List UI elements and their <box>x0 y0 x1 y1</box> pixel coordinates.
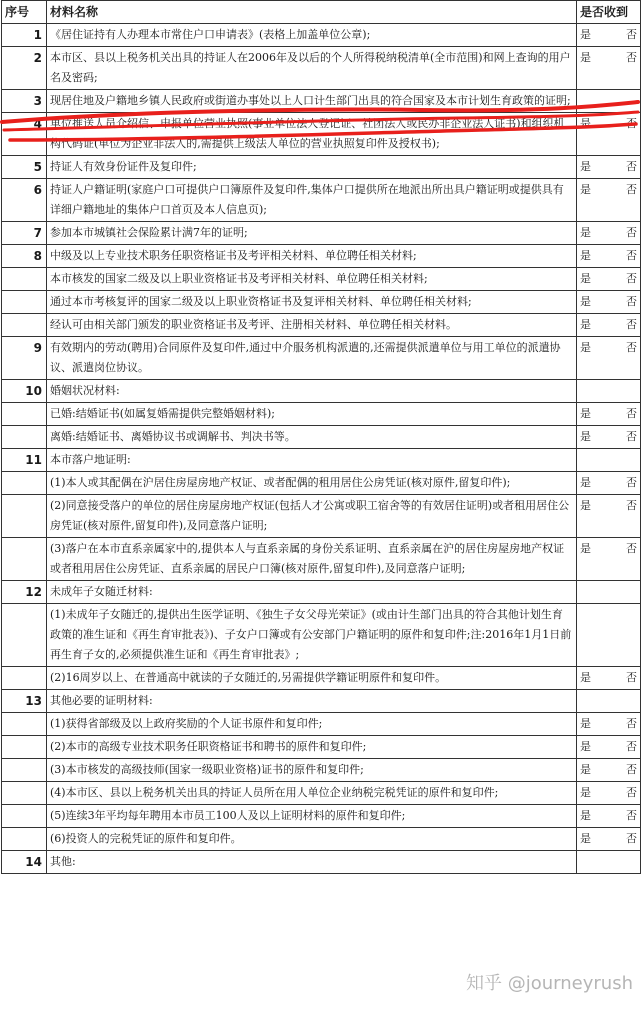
no-option[interactable]: 否 <box>626 51 637 64</box>
row-text: (5)连续3年平均每年聘用本市员工100人及以上证明材料的原件和复印件; <box>47 805 577 828</box>
yes-option[interactable]: 是 <box>580 272 591 285</box>
yes-option[interactable]: 是 <box>580 407 591 420</box>
row-check <box>577 805 641 828</box>
row-check <box>577 24 641 47</box>
yes-option[interactable]: 是 <box>580 28 591 41</box>
table-row <box>2 90 641 113</box>
yes-option[interactable]: 是 <box>580 832 591 845</box>
row-number <box>2 782 47 805</box>
yes-option[interactable]: 是 <box>580 341 591 354</box>
yes-option[interactable]: 是 <box>580 295 591 308</box>
row-check <box>577 222 641 245</box>
row-text: 单位推送人员介绍信、申报单位营业执照(事业单位法人登记证、社团法人或民办非企业法人证书)和组织机构代码证(单位为企业非法人的,需提供上级法人单位的营业执照复印件及授权书); <box>47 113 577 156</box>
row-text: 其他: <box>47 851 577 874</box>
no-option[interactable]: 否 <box>626 786 637 799</box>
row-check <box>577 179 641 222</box>
table-row <box>2 604 641 667</box>
row-check <box>577 851 641 874</box>
row-text: (1)获得省部级及以上政府奖励的个人证书原件和复印件; <box>47 713 577 736</box>
row-text: 中级及以上专业技术职务任职资格证书及考评相关材料、单位聘任相关材料; <box>47 245 577 268</box>
row-text: (2)16周岁以上、在普通高中就读的子女随迁的,另需提供学籍证明原件和复印件。 <box>47 667 577 690</box>
yes-option[interactable]: 是 <box>580 717 591 730</box>
row-text: 未成年子女随迁材料: <box>47 581 577 604</box>
table-header-row <box>2 1 641 24</box>
row-check <box>577 472 641 495</box>
row-text: 本市区、县以上税务机关出具的持证人在2006年及以后的个人所得税纳税清单(全市范围)和网上查询的用户名及密码; <box>47 47 577 90</box>
table-row <box>2 782 641 805</box>
yes-option[interactable]: 是 <box>580 476 591 489</box>
table-row <box>2 222 641 245</box>
no-option[interactable]: 否 <box>626 318 637 331</box>
row-check <box>577 667 641 690</box>
row-number: 5 <box>2 156 47 179</box>
no-option[interactable]: 否 <box>626 476 637 489</box>
table-row <box>2 472 641 495</box>
row-text: 离婚:结婚证书、离婚协议书或调解书、判决书等。 <box>47 426 577 449</box>
table-row <box>2 851 641 874</box>
row-check <box>577 538 641 581</box>
row-number <box>2 314 47 337</box>
row-number <box>2 268 47 291</box>
row-number: 1 <box>2 24 47 47</box>
row-number <box>2 426 47 449</box>
table-row <box>2 426 641 449</box>
row-check <box>577 495 641 538</box>
row-text: 持证人户籍证明(家庭户口可提供户口簿原件及复印件,集体户口提供所在地派出所出具户籍证明或提供具有详细户籍地址的集体户口首页及本人信息页); <box>47 179 577 222</box>
row-number: 7 <box>2 222 47 245</box>
row-check <box>577 291 641 314</box>
row-text: (1)未成年子女随迁的,提供出生医学证明、《独生子女父母光荣证》(或由计生部门出具的符合其他计划生育政策的准生证和《再生育审批表》)、子女户口簿或有公安部门户籍证明的原件和复印件;注:2016年1月1日前再生育子女的,必须提供准生证和《再生育审批表》; <box>47 604 577 667</box>
row-check <box>577 156 641 179</box>
row-text: (3)本市核发的高级技师(国家一级职业资格)证书的原件和复印件; <box>47 759 577 782</box>
no-option[interactable]: 否 <box>626 809 637 822</box>
yes-option[interactable]: 是 <box>580 740 591 753</box>
row-check <box>577 245 641 268</box>
table-row <box>2 667 641 690</box>
row-check <box>577 113 641 156</box>
table-row <box>2 291 641 314</box>
table-row <box>2 24 641 47</box>
row-number <box>2 403 47 426</box>
no-option[interactable]: 否 <box>626 272 637 285</box>
materials-table <box>1 0 641 874</box>
yes-option[interactable]: 是 <box>580 183 591 196</box>
table-row <box>2 805 641 828</box>
row-check <box>577 337 641 380</box>
yes-option[interactable]: 是 <box>580 160 591 173</box>
no-option[interactable]: 否 <box>626 160 637 173</box>
yes-option[interactable]: 是 <box>580 542 591 555</box>
table-row <box>2 245 641 268</box>
watermark: 知乎 @journeyrush <box>466 973 633 994</box>
row-text: (1)本人或其配偶在沪居住房屋房地产权证、或者配偶的租用居住公房凭证(核对原件,留复印件); <box>47 472 577 495</box>
row-number: 3 <box>2 90 47 113</box>
table-row <box>2 403 641 426</box>
yes-option[interactable]: 是 <box>580 51 591 64</box>
table-row <box>2 581 641 604</box>
table-row <box>2 179 641 222</box>
row-number: 9 <box>2 337 47 380</box>
row-check <box>577 690 641 713</box>
row-check <box>577 713 641 736</box>
row-text: (2)本市的高级专业技术职务任职资格证书和聘书的原件和复印件; <box>47 736 577 759</box>
row-text: 婚姻状况材料: <box>47 380 577 403</box>
row-check <box>577 90 641 113</box>
row-text: (2)同意接受落户的单位的居住房屋房地产权证(包括人才公寓或职工宿舍等的有效居住证明)或者租用居住公房凭证(核对原件,留复印件),及同意落户证明; <box>47 495 577 538</box>
table-row <box>2 113 641 156</box>
row-check <box>577 782 641 805</box>
table-row <box>2 495 641 538</box>
row-text: 参加本市城镇社会保险累计满7年的证明; <box>47 222 577 245</box>
row-number <box>2 538 47 581</box>
row-text: 通过本市考核复评的国家二级及以上职业资格证书及复评相关材料、单位聘任相关材料; <box>47 291 577 314</box>
row-number <box>2 472 47 495</box>
row-text: (6)投资人的完税凭证的原件和复印件。 <box>47 828 577 851</box>
row-text: 有效期内的劳动(聘用)合同原件及复印件,通过中介服务机构派遣的,还需提供派遣单位与用工单位的派遣协议、派遣岗位协议。 <box>47 337 577 380</box>
yes-option[interactable]: 是 <box>580 117 591 130</box>
row-number <box>2 736 47 759</box>
no-option[interactable]: 否 <box>626 717 637 730</box>
yes-option[interactable]: 是 <box>580 809 591 822</box>
row-number: 6 <box>2 179 47 222</box>
row-number <box>2 805 47 828</box>
row-number <box>2 713 47 736</box>
no-option[interactable]: 否 <box>626 407 637 420</box>
table-row <box>2 449 641 472</box>
no-option[interactable]: 否 <box>626 430 637 443</box>
row-check <box>577 47 641 90</box>
row-check <box>577 380 641 403</box>
table-row <box>2 337 641 380</box>
row-number: 10 <box>2 380 47 403</box>
no-option[interactable]: 否 <box>626 117 637 130</box>
row-check <box>577 314 641 337</box>
table-row <box>2 314 641 337</box>
row-number <box>2 604 47 667</box>
table-row <box>2 268 641 291</box>
row-text: 本市核发的国家二级及以上职业资格证书及考评相关材料、单位聘任相关材料; <box>47 268 577 291</box>
header-check: 是否收到 <box>577 1 641 24</box>
no-option[interactable]: 否 <box>626 542 637 555</box>
yes-option[interactable]: 是 <box>580 226 591 239</box>
yes-option[interactable]: 是 <box>580 786 591 799</box>
no-option[interactable]: 否 <box>626 763 637 776</box>
table-row <box>2 156 641 179</box>
row-text: 已婚:结婚证书(如属复婚需提供完整婚姻材料); <box>47 403 577 426</box>
row-number <box>2 667 47 690</box>
table-row <box>2 828 641 851</box>
row-text: 经认可由相关部门颁发的职业资格证书及考评、注册相关材料、单位聘任相关材料。 <box>47 314 577 337</box>
row-text: 《居住证持有人办理本市常住户口申请表》(表格上加盖单位公章); <box>47 24 577 47</box>
row-check <box>577 759 641 782</box>
row-text: 现居住地及户籍地乡镇人民政府或街道办事处以上人口计生部门出具的符合国家及本市计划生育政策的证明; <box>47 90 577 113</box>
row-number: 4 <box>2 113 47 156</box>
row-number: 2 <box>2 47 47 90</box>
row-number <box>2 495 47 538</box>
no-option[interactable]: 否 <box>626 671 637 684</box>
row-number: 8 <box>2 245 47 268</box>
row-number: 12 <box>2 581 47 604</box>
yes-option[interactable]: 是 <box>580 763 591 776</box>
yes-option[interactable]: 是 <box>580 671 591 684</box>
yes-option[interactable]: 是 <box>580 249 591 262</box>
no-option[interactable]: 否 <box>626 740 637 753</box>
table-row <box>2 538 641 581</box>
yes-option[interactable]: 是 <box>580 318 591 331</box>
no-option[interactable]: 否 <box>626 499 637 512</box>
row-number: 11 <box>2 449 47 472</box>
table-row <box>2 380 641 403</box>
row-check <box>577 426 641 449</box>
yes-option[interactable]: 是 <box>580 499 591 512</box>
no-option[interactable]: 否 <box>626 832 637 845</box>
row-check <box>577 581 641 604</box>
row-text: 其他必要的证明材料: <box>47 690 577 713</box>
row-check <box>577 403 641 426</box>
row-check <box>577 828 641 851</box>
row-number <box>2 291 47 314</box>
table-row <box>2 690 641 713</box>
no-option[interactable]: 否 <box>626 295 637 308</box>
row-number <box>2 759 47 782</box>
row-number <box>2 828 47 851</box>
row-text: (4)本市区、县以上税务机关出具的持证人员所在用人单位企业纳税完税凭证的原件和复印件; <box>47 782 577 805</box>
table-row <box>2 736 641 759</box>
header-name: 材料名称 <box>47 1 577 24</box>
header-no: 序号 <box>2 1 47 24</box>
row-text: (3)落户在本市直系亲属家中的,提供本人与直系亲属的身份关系证明、直系亲属在沪的居住房屋房地产权证或者租用居住公房凭证、直系亲属的居民户口簿(核对原件,留复印件),及同意落户证明; <box>47 538 577 581</box>
yes-option[interactable]: 是 <box>580 430 591 443</box>
no-option[interactable]: 否 <box>626 341 637 354</box>
no-option[interactable]: 否 <box>626 249 637 262</box>
table-row <box>2 47 641 90</box>
row-check <box>577 736 641 759</box>
row-check <box>577 268 641 291</box>
no-option[interactable]: 否 <box>626 226 637 239</box>
no-option[interactable]: 否 <box>626 183 637 196</box>
no-option[interactable]: 否 <box>626 28 637 41</box>
row-text: 本市落户地证明: <box>47 449 577 472</box>
table-row <box>2 713 641 736</box>
table-body <box>2 24 641 874</box>
row-number: 13 <box>2 690 47 713</box>
table-row <box>2 759 641 782</box>
row-number: 14 <box>2 851 47 874</box>
row-check <box>577 604 641 667</box>
row-check <box>577 449 641 472</box>
row-text: 持证人有效身份证件及复印件; <box>47 156 577 179</box>
